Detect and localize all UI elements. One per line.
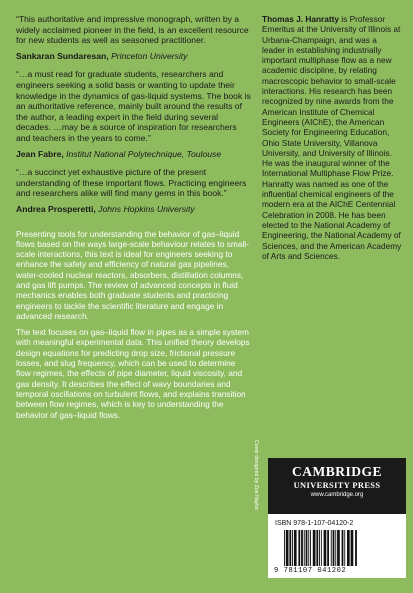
- barcode-bar: [313, 530, 316, 566]
- publisher-url: www.cambridge.org: [310, 492, 364, 498]
- author-bio: [262, 14, 402, 261]
- barcode-bar: [324, 530, 327, 566]
- barcode-bar: [292, 530, 293, 566]
- isbn-barcode-box: [268, 514, 406, 578]
- review-quote: “…a must read for graduate students, researchers and engineers seeking a solid basis or wanting to update their knowledge in the dynamics of gas-liquid systems. The book is an authoritative reference, mainly built around the results of the author, a leading expert in the field during several decades. …may be a source of inspiration for researchers and teachers in the years to come.”: [16, 69, 251, 143]
- quote-attribution: [16, 204, 252, 215]
- barcode-bar: [298, 530, 300, 566]
- barcode-bar: [342, 530, 344, 566]
- cover-credit: [250, 440, 260, 570]
- barcode-bar: [347, 530, 350, 566]
- cover-credit-text: Cover designed by Zoe Naylor: [253, 440, 259, 511]
- quote-author: Jean Fabre,: [16, 148, 64, 159]
- barcode-bar: [286, 530, 289, 566]
- description-paragraph: The text focuses on gas–liquid flow in pipes as a simple system with meaningful experimental data. This unified theory develops design equations for predicting drop size, frictional pressure losses, and slug frequency, which can be used to determine flow regimes, the effects of pipe diameter, liquid viscosity, and gas density. It describes the effect of wavy boundaries and temporal oscillations on turbulent flows, and explains transition between flow regimes, which is key to understanding the behavior of gas–liquid flows.: [16, 327, 250, 420]
- barcode-bar: [289, 530, 291, 566]
- quote-affiliation: Johns Hopkins University: [98, 203, 195, 214]
- barcode-bar: [335, 530, 336, 566]
- barcode-bar: [344, 530, 345, 566]
- barcode-bar: [306, 530, 308, 566]
- barcode-bar: [321, 530, 322, 566]
- barcode-bar: [304, 530, 305, 566]
- barcode-bar: [316, 530, 318, 566]
- barcode-bar: [355, 530, 357, 566]
- review-quote: “…a succinct yet exhaustive picture of the present understanding of these important flows. Practicing engineers and researchers alike will find many gems in this book.”: [16, 167, 247, 199]
- bio-text: [262, 14, 402, 261]
- quote-author: Andrea Prosperetti,: [16, 203, 96, 214]
- publisher-name: CAMBRIDGE: [291, 464, 382, 479]
- quote-attribution: [16, 51, 252, 62]
- barcode-bar: [327, 530, 329, 566]
- quote-author: Sankaran Sundaresan,: [16, 50, 109, 61]
- barcode-bar: [333, 530, 335, 566]
- quote-attribution: [16, 149, 252, 160]
- bio-body: is Professor Emeritus at the University of Illinois at Urbana-Champaign, and was a leader in establishing industrially important multiphase flow as a new academic discipline, by relating macroscopic behavior to small-scale interactions. His research has been recognized by nine awards from the American Institute of Chemical Engineers (AIChE), the American Society for Engineering Education, Ohio State University, Villanova University, and University of Illinois. He was the inaugural winner of the International Multiphase Flow Prize. Hanratty was named as one of the influential chemical engineers of the modern era at the AIChE Centennial Celebration in 2008. He has been elected to the National Academy of Engineering, the National Academy of Sciences, and the American Academy of Arts and Sciences.: [262, 14, 402, 261]
- barcode: [274, 530, 400, 566]
- description-paragraph: Presenting tools for understanding the behavior of gas–liquid flows based on the ways large-scale behaviour relates to small-scale interactions, this text is ideal for engineers seeking to enhance the safety and efficiency of natural gas pipelines, water-cooled nuclear reactors, absorbers, distillation columns, and gas lift pumps. The review of advanced concepts in fluid mechanics enables both graduate students and practicing engineers to tackle the scientific literature and engage in advanced research.: [16, 228, 249, 321]
- barcode-bar: [351, 530, 354, 566]
- barcode-bar: [319, 530, 320, 566]
- publisher-subname: UNIVERSITY PRESS: [293, 481, 381, 490]
- author-name: Thomas J. Hanratty: [262, 14, 339, 24]
- isbn-label: ISBN 978-1-107-04120-2: [275, 520, 354, 527]
- quote-affiliation: Institut National Polytechnique, Toulouse: [66, 148, 222, 159]
- barcode-bar: [284, 530, 285, 566]
- barcode-bar: [308, 530, 309, 566]
- left-column: [16, 14, 252, 426]
- barcode-digits: 9 781107 041202: [274, 567, 347, 575]
- barcode-bar: [337, 530, 340, 566]
- barcode-bar: [301, 530, 303, 566]
- publisher-logo: [268, 458, 406, 514]
- barcode-bar: [310, 530, 311, 566]
- review-quote: “This authoritative and impressive monograph, written by a widely acclaimed pioneer in the field, is an excellent resource for new students as well as seasoned practitioner.: [16, 14, 249, 46]
- quote-affiliation: Princeton University: [111, 50, 188, 61]
- barcode-bar: [294, 530, 297, 566]
- barcode-bar: [331, 530, 332, 566]
